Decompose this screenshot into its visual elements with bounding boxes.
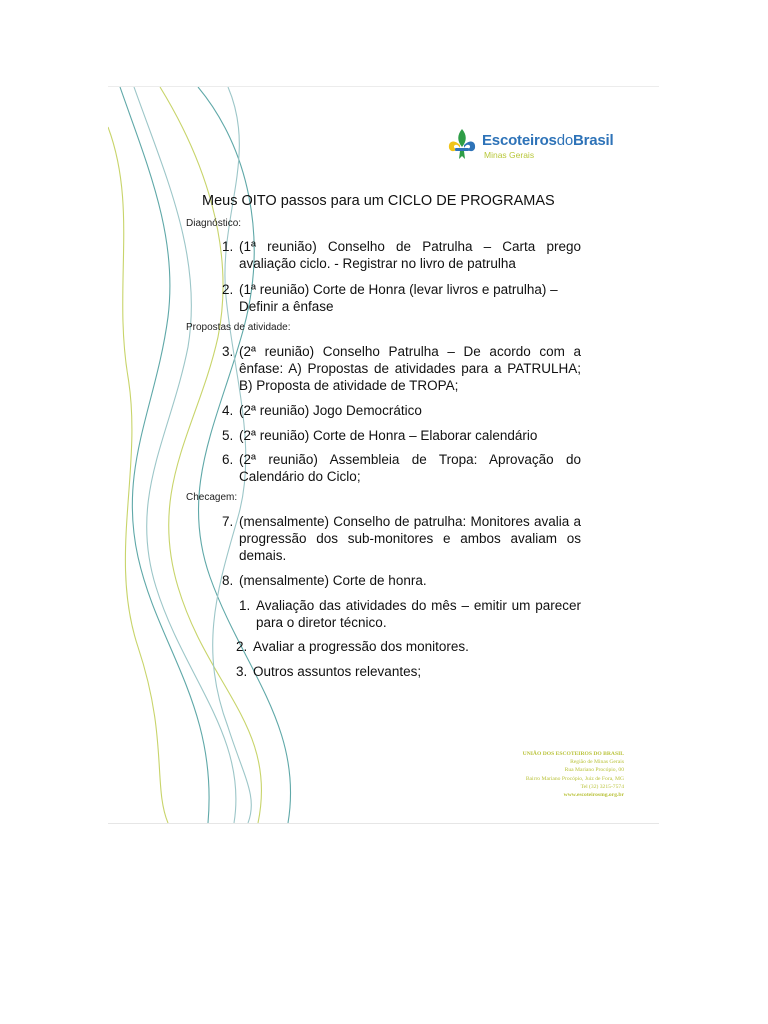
footer-site: www.escoteirosmg.org.br xyxy=(563,792,624,799)
list-item-number: 2. xyxy=(222,282,234,297)
list-item-number: 8. xyxy=(222,573,234,588)
footer-phone: Tel (32) 3215-7574 xyxy=(580,783,624,790)
section-checagem: Checagem: xyxy=(186,492,238,503)
brand-name xyxy=(482,132,614,149)
brand-name-mid: do xyxy=(556,132,573,149)
list-item-text: (2ª reunião) Corte de Honra – Elaborar calendário xyxy=(239,428,538,443)
sub-list-item-number: 2. xyxy=(236,639,248,654)
sub-list-item-number: 1. xyxy=(239,598,251,613)
list-item-text: (2ª reunião) Jogo Democrático xyxy=(239,403,422,418)
list-item-text: (1ª reunião) Corte de Honra (levar livros e patrulha) – Definir a ênfase xyxy=(239,282,558,314)
brand-region: Minas Gerais xyxy=(484,150,535,160)
brand-name-end: Brasil xyxy=(573,132,614,149)
list-item-number: 3. xyxy=(222,344,234,359)
document-page xyxy=(108,86,659,824)
brand-name-main: Escoteiros xyxy=(482,132,557,149)
sub-list-item-text: Avaliação das atividades do mês – emitir um parecer para o diretor técnico. xyxy=(256,598,581,630)
footer-region: Região de Minas Gerais xyxy=(570,759,624,766)
list-item-number: 5. xyxy=(222,428,234,443)
footer-address xyxy=(468,750,624,799)
list-item-text: (mensalmente) Corte de honra. xyxy=(239,573,427,588)
sub-list-item-text: Avaliar a progressão dos monitores. xyxy=(253,639,469,654)
list-item-text: (2ª reunião) Assembleia de Tropa: Aprovação do Calendário do Ciclo; xyxy=(239,452,581,484)
list-item-number: 6. xyxy=(222,452,234,467)
list-item-text: (2ª reunião) Conselho Patrulha – De acordo com a ênfase: A) Propostas de atividades para a PATRULHA; B) Proposta de atividade de TROPA; xyxy=(239,344,581,393)
sub-list-item-number: 3. xyxy=(236,664,248,679)
sub-list-item-text: Outros assuntos relevantes; xyxy=(253,664,422,679)
section-diagnostico: Diagnóstico: xyxy=(186,218,242,229)
list-item-text: (1ª reunião) Conselho de Patrulha – Carta prego avaliação ciclo. - Registrar no livro de patrulha xyxy=(239,239,581,271)
list-item-number: 7. xyxy=(222,514,234,529)
document-title: Meus OITO passos para um CICLO DE PROGRAMAS xyxy=(202,193,555,209)
list-item-number: 1. xyxy=(222,239,234,254)
section-propostas: Propostas de atividade: xyxy=(186,322,291,333)
brand-logo xyxy=(446,127,646,163)
footer-org: UNIÃO DOS ESCOTEIROS DO BRASIL xyxy=(522,751,624,757)
footer-street: Rua Mariano Procópio, 00 xyxy=(564,767,624,774)
list-item-number: 4. xyxy=(222,403,234,418)
wave-line xyxy=(120,87,209,823)
footer-city: Bairro Mariano Procópio, Juiz de Fora, MG xyxy=(525,775,624,782)
list-item-text: (mensalmente) Conselho de patrulha: Monitores avalia a progressão dos sub-monitores e ambos avaliam os demais. xyxy=(239,514,581,563)
fleur-de-lis-icon xyxy=(446,127,478,161)
wave-line xyxy=(108,127,168,823)
